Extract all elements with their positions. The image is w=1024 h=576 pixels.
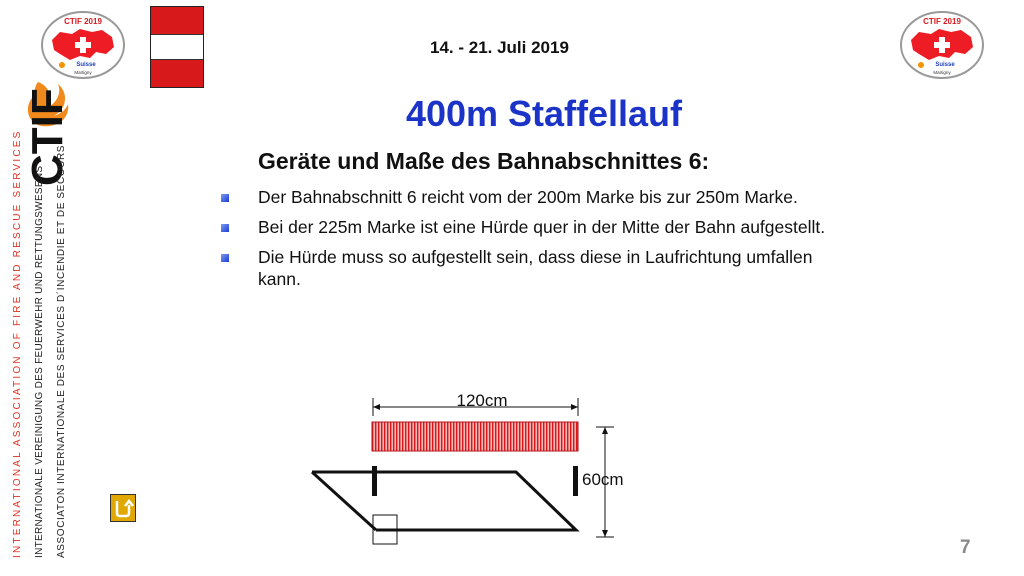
bullet-text: Der Bahnabschnitt 6 reicht vom der 200m Marke bis zur 250m Marke. (258, 187, 798, 207)
bullet-icon (221, 194, 229, 202)
ctif-2019-logo (40, 10, 126, 80)
svg-text:CTIF 2019: CTIF 2019 (64, 17, 102, 26)
bullet-icon (221, 224, 229, 232)
list-item (218, 186, 858, 208)
bullet-text: Die Hürde muss so aufgestellt sein, dass diese in Laufrichtung umfallen kann. (258, 247, 813, 289)
page-number: 7 (960, 537, 971, 558)
svg-text:Suisse: Suisse (76, 62, 96, 68)
hurdle-post-left (372, 466, 377, 496)
ctif-2019-logo-right (899, 10, 985, 80)
side-text-english: INTERNATIONAL ASSOCIATION OF FIRE AND RESCUE SERVICES (12, 129, 23, 558)
side-text-german: INTERNATIONALE VEREINIGUNG DES FEUERWEHR UND RETTUNGSWESENS (34, 165, 45, 558)
slide-title: 400m Staffellauf (405, 93, 683, 134)
list-item (218, 246, 858, 290)
svg-text:Martigny: Martigny (933, 70, 951, 75)
slide-subtitle: Geräte und Maße des Bahnabschnittes 6: (258, 148, 710, 174)
return-arrow-icon (111, 495, 135, 521)
height-label: 60cm (582, 470, 624, 489)
austria-flag (150, 6, 204, 88)
bullet-text: Bei der 225m Marke ist eine Hürde quer in der Mitte der Bahn aufgestellt. (258, 217, 826, 237)
svg-text:Martigny: Martigny (74, 70, 92, 75)
bullet-list (218, 186, 858, 298)
event-date: 14. - 21. Juli 2019 (430, 38, 569, 57)
svg-text:CTIF 2019: CTIF 2019 (923, 17, 961, 26)
hurdle-frame (312, 472, 576, 530)
hurdle-diagram (300, 380, 640, 550)
svg-text:Suisse: Suisse (935, 62, 955, 68)
return-button[interactable] (110, 494, 136, 522)
side-text-french: ASSOCIATON INTERNATIONALE DES SERVICES D´INCENDIE ET DE SECOURS (56, 144, 67, 558)
svg-text:CTIF: CTIF (23, 88, 72, 186)
bullet-icon (221, 254, 229, 262)
hurdle-post-right (573, 466, 578, 496)
width-label: 120cm (456, 391, 508, 410)
list-item (218, 216, 858, 238)
hurdle-bar (372, 422, 578, 451)
